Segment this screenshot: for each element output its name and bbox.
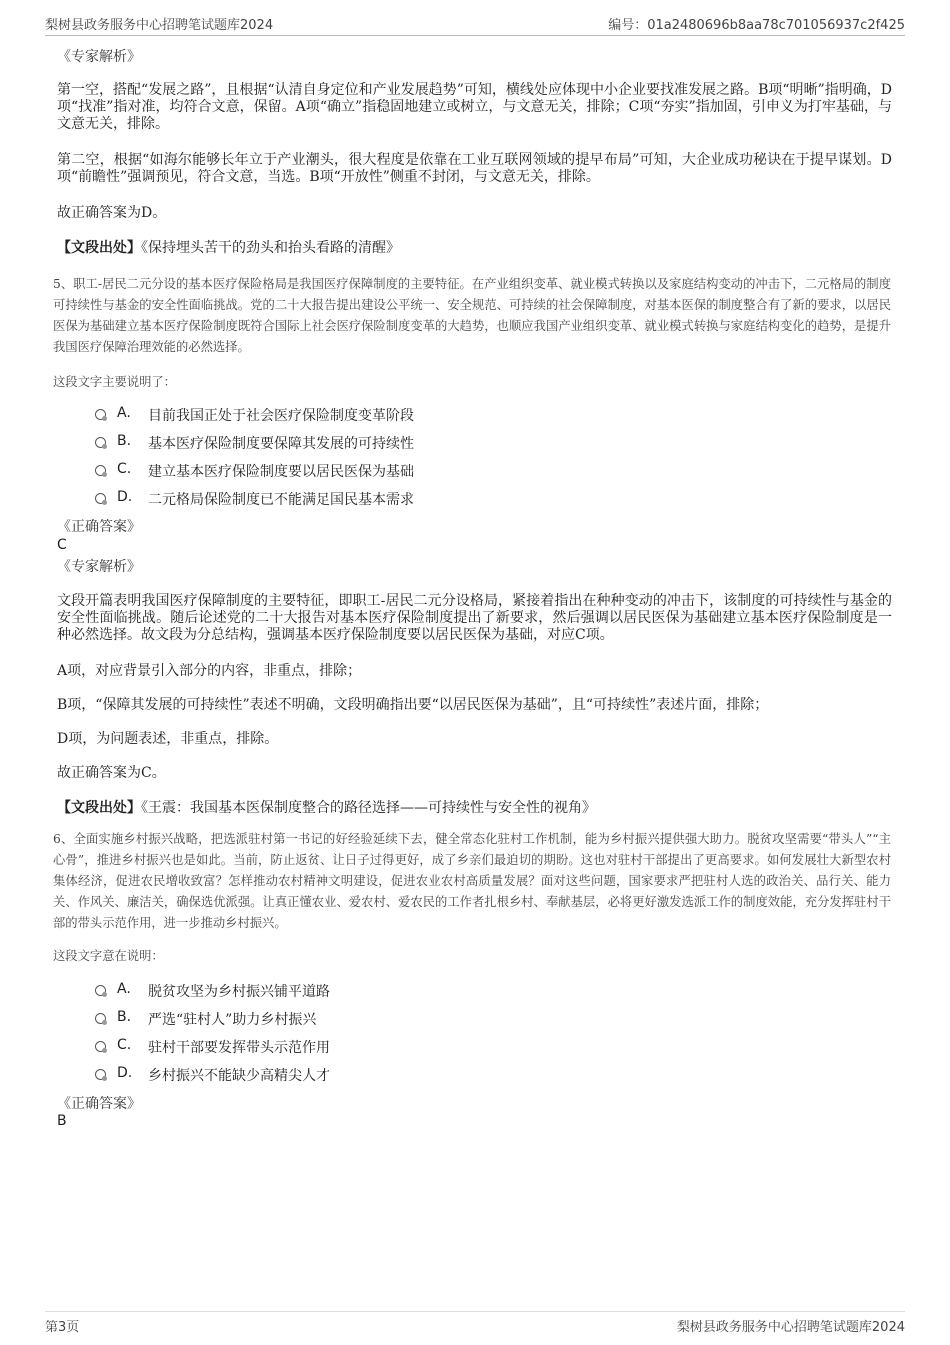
option-letter: C.	[117, 1037, 132, 1053]
radio-icon[interactable]	[95, 1069, 106, 1080]
analysis-option-a: A项，对应背景引入部分的内容，非重点，排除；	[57, 663, 362, 679]
radio-icon[interactable]	[95, 465, 106, 476]
source-citation	[57, 237, 892, 257]
option-text: 脱贫攻坚为乡村振兴铺平道路	[148, 984, 330, 1000]
option-text: 建立基本医疗保险制度要以居民医保为基础	[148, 464, 414, 480]
option-letter: D.	[117, 1065, 133, 1081]
source-title: 《王震：我国基本医保制度整合的路径选择——可持续性与安全性的视角》	[141, 800, 596, 816]
radio-icon[interactable]	[95, 1013, 106, 1024]
header-doc-id: 编号：01a2480696b8aa78c701056937c2f425	[608, 18, 905, 33]
option-text: 乡村振兴不能缺少高精尖人才	[148, 1068, 330, 1084]
page-header	[45, 11, 905, 36]
analysis-conclusion: 故正确答案为C。	[57, 765, 166, 781]
header-title: 梨树县政务服务中心招聘笔试题库2024	[45, 18, 274, 33]
question-prompt: 这段文字主要说明了：	[53, 375, 176, 389]
analysis-paragraph: 第一空，搭配“发展之路”，且根据“认清自身定位和产业发展趋势”可知，横线处应体现中小企业要找准发展之路。B项“明晰”指明确，D项“找准”指对准，均符合文意，保留。A项“确立”指稳固地建立或树立，与文意无关，排除；C项“夯实”指加固，引申义为打牢基础，与文意无关，排除。	[57, 82, 892, 132]
footer-title: 梨树县政务服务中心招聘笔试题库2024	[676, 1320, 905, 1335]
option-text: 基本医疗保险制度要保障其发展的可持续性	[148, 436, 414, 452]
option-text: 目前我国正处于社会医疗保险制度变革阶段	[148, 408, 414, 424]
correct-answer: C	[57, 537, 67, 553]
source-label: 【文段出处】	[57, 240, 141, 256]
analysis-option-d: D项，为问题表述，非重点，排除。	[57, 731, 279, 747]
question-stem: 6、全面实施乡村振兴战略，把选派驻村第一书记的好经验延续下去，健全常态化驻村工作机制，能为乡村振兴提供强大助力。脱贫攻坚需要“带头人”“主心骨”，推进乡村振兴也是如此。当前，防止返贫、让日子过得更好，成了乡亲们最迫切的期盼。这也对驻村干部提出了更高要求。如何发展壮大新型农村集体经济，促进农民增收致富？怎样推动农村精神文明建设，促进农业农村高质量发展？面对这些问题，国家要求严把驻村人选的政治关、品行关、能力关、作风关、廉洁关，确保选优派强。让真正懂农业、爱农村、爱农民的工作者扎根乡村、奉献基层，必将更好激发选派工作的制度效能，充分发挥驻村干部的带头示范作用，进一步推动乡村振兴。	[53, 832, 891, 930]
option-text: 严选“驻村人”助力乡村振兴	[148, 1012, 317, 1028]
source-label: 【文段出处】	[57, 800, 141, 816]
expert-analysis-label: 《专家解析》	[57, 49, 141, 65]
option-letter: A.	[117, 981, 131, 997]
question-prompt: 这段文字意在说明：	[53, 949, 164, 963]
option-letter: B.	[117, 1009, 132, 1025]
analysis-paragraph: 文段开篇表明我国医疗保障制度的主要特征，即职工-居民二元分设格局，紧接着指出在种种变动的冲击下，该制度的可持续性与基金的安全性面临挑战。随后论述党的二十大报告对基本医疗保险制度提出了新要求，然后强调以居民医保为基础建立基本医疗保险制度是一种必然选择。故文段为分总结构，强调基本医疗保险制度要以居民医保为基础，对应C项。	[57, 593, 892, 643]
source-title: 《保持埋头苦干的劲头和抬头看路的清醒》	[141, 240, 400, 256]
source-citation	[57, 797, 892, 817]
radio-icon[interactable]	[95, 409, 106, 420]
option-text: 二元格局保险制度已不能满足国民基本需求	[148, 492, 414, 508]
expert-analysis-label: 《专家解析》	[57, 559, 141, 575]
radio-icon[interactable]	[95, 437, 106, 448]
option-letter: C.	[117, 461, 132, 477]
radio-icon[interactable]	[95, 1041, 106, 1052]
option-text: 驻村干部要发挥带头示范作用	[148, 1040, 330, 1056]
page-footer	[45, 1311, 905, 1336]
analysis-option-b: B项，“保障其发展的可持续性”表述不明确，文段明确指出要“以居民医保为基础”，且“可持续性”表述片面，排除；	[57, 697, 769, 713]
radio-icon[interactable]	[95, 493, 106, 504]
page-number: 第3页	[45, 1320, 80, 1335]
correct-answer: B	[57, 1113, 67, 1129]
analysis-conclusion: 故正确答案为D。	[57, 205, 167, 221]
option-letter: B.	[117, 433, 132, 449]
option-letter: D.	[117, 489, 133, 505]
question-stem: 5、职工-居民二元分设的基本医疗保险格局是我国医疗保障制度的主要特征。在产业组织变革、就业模式转换以及家庭结构变动的冲击下，二元格局的制度可持续性与基金的安全性面临挑战。党的二十大报告提出建设公平统一、安全规范、可持续的社会保障制度，对基本医保的制度整合有了新的要求，以居民医保为基础建立基本医疗保险制度既符合国际上社会医疗保险制度变革的大趋势，也顺应我国产业组织变革、就业模式转换与家庭结构变化的趋势，是提升我国医疗保障治理效能的必然选择。	[53, 277, 891, 354]
option-letter: A.	[117, 405, 131, 421]
radio-icon[interactable]	[95, 985, 106, 996]
correct-answer-label: 《正确答案》	[57, 1096, 141, 1112]
correct-answer-label: 《正确答案》	[57, 519, 141, 535]
analysis-paragraph: 第二空，根据“如海尔能够长年立于产业潮头，很大程度是依靠在工业互联网领域的提早布局”可知，大企业成功秘诀在于提早谋划。D项“前瞻性”强调预见，符合文意，当选。B项“开放性”侧重不封闭，与文意无关，排除。	[57, 152, 892, 185]
